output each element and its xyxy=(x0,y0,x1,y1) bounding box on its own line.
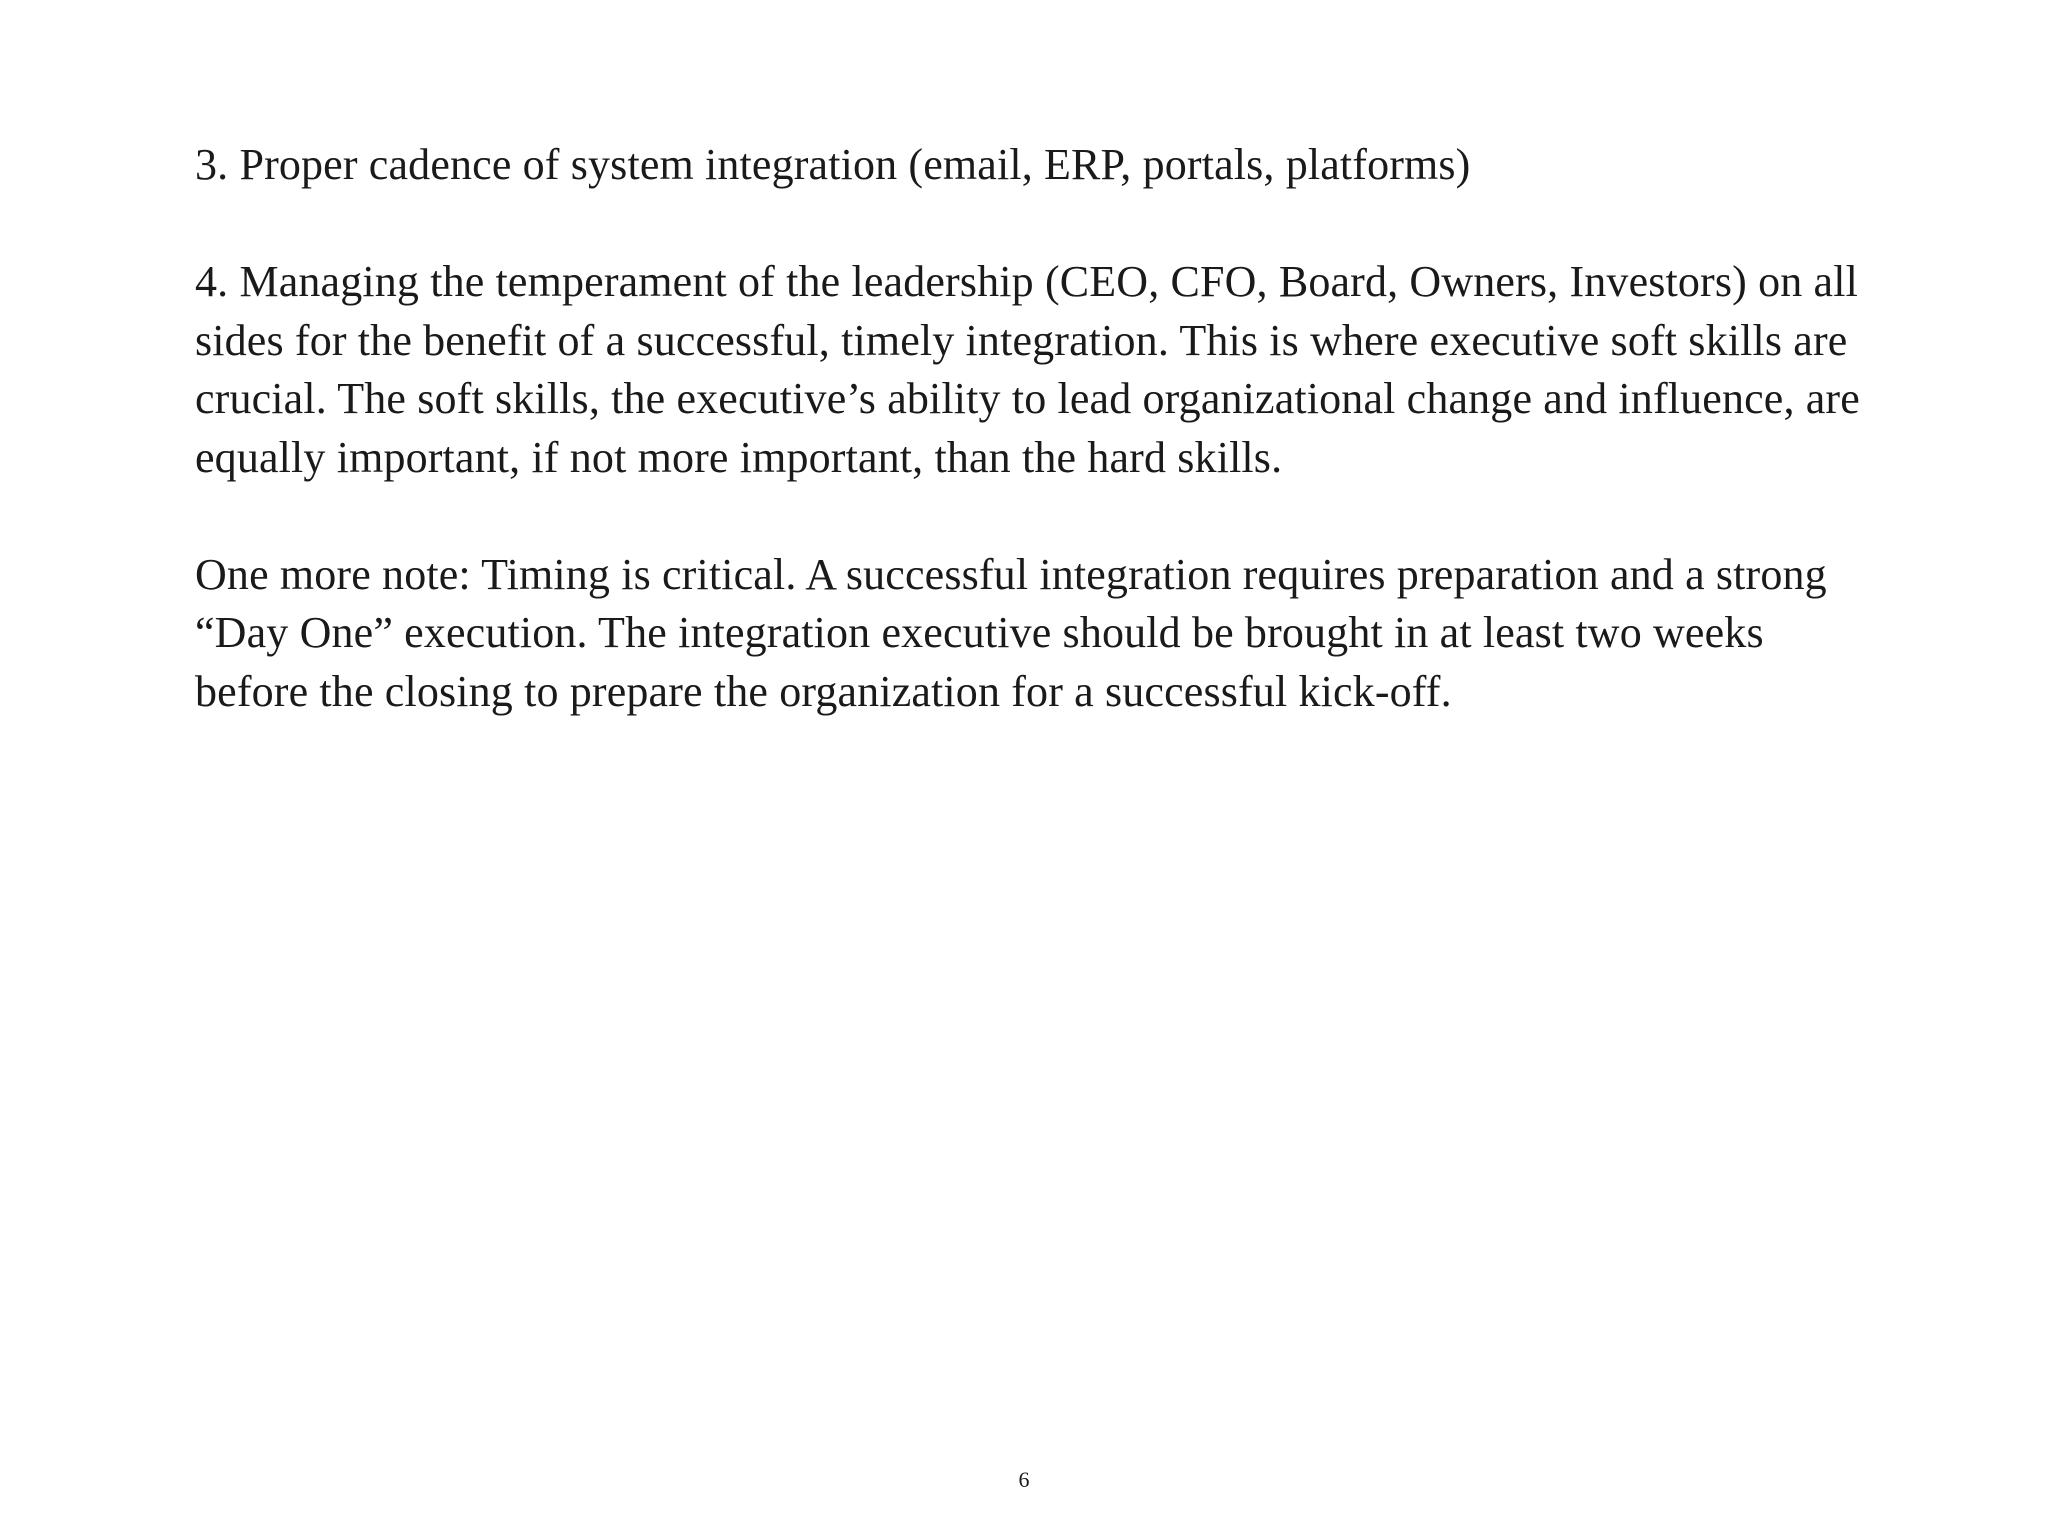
paragraph-item-4: 4. Managing the temperament of the leadership (CEO, CFO, Board, Owners, Investors) on all sides for the benefit of a successful, timely integration. This is where executive soft skills are crucial. The soft skills, the executive’s ability to lead organizational change and influence, are equally important, if not more important, than the hard skills. xyxy=(195,257,1860,482)
paragraph-timing-note: One more note: Timing is critical. A successful integration requires preparation and a strong “Day One” execution. The integration executive should be brought in at least two weeks before the closing to prepare the organization for a successful kick-off. xyxy=(195,549,1827,716)
body-text xyxy=(195,136,1875,780)
page-number: 6 xyxy=(1018,1467,1030,1492)
paragraph-item-3: 3. Proper cadence of system integration (email, ERP, portals, platforms) xyxy=(195,140,1471,189)
